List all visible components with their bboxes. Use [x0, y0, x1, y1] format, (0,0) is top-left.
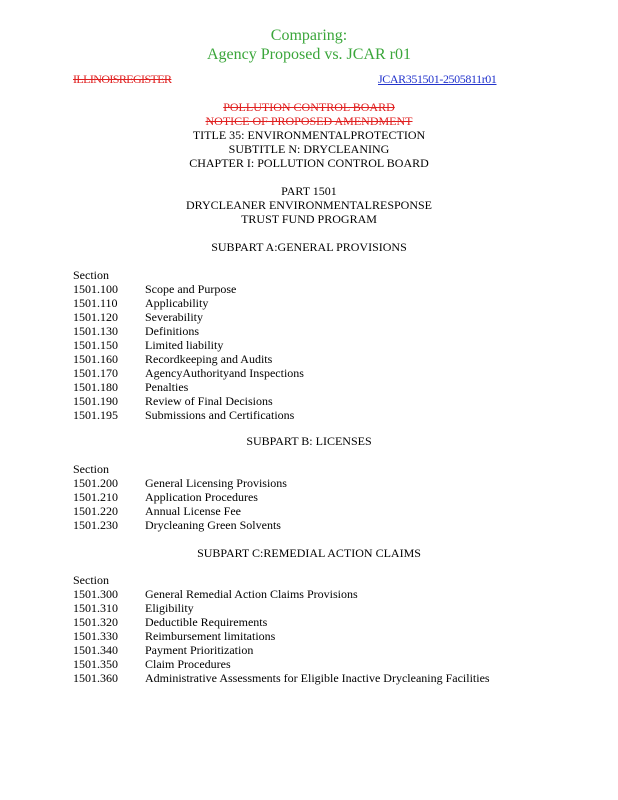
- part-name-line-1: DRYCLEANER ENVIRONMENTALRESPONSE: [185, 198, 433, 212]
- section-title: Penalties: [145, 380, 189, 394]
- section-title: Annual License Fee: [145, 504, 241, 518]
- toc-row: [73, 366, 304, 380]
- part-heading: PART 1501: [281, 184, 337, 198]
- section-number: 1501.180: [73, 380, 118, 394]
- section-title: Severability: [145, 310, 203, 324]
- section-title: Deductible Requirements: [145, 615, 268, 629]
- section-number: 1501.220: [73, 504, 118, 518]
- toc-row: [73, 643, 253, 657]
- section-title: General Licensing Provisions: [145, 476, 287, 490]
- section-number: 1501.300: [73, 587, 118, 601]
- section-title: General Remedial Action Claims Provisions: [145, 587, 358, 601]
- toc-row: [73, 394, 273, 408]
- toc-row: [73, 310, 203, 324]
- section-title: AgencyAuthorityand Inspections: [145, 366, 304, 380]
- section-number: 1501.320: [73, 615, 118, 629]
- toc-row: [73, 615, 267, 629]
- section-title: Eligibility: [145, 601, 194, 615]
- comparison-title-line-1: Comparing:: [270, 27, 348, 44]
- toc-row: [73, 490, 258, 504]
- toc-row: [73, 324, 199, 338]
- section-number: 1501.340: [73, 643, 118, 657]
- section-title: Administrative Assessments for Eligible Inactive Drycleaning Facilities: [145, 671, 490, 685]
- title-heading: TITLE 35: ENVIRONMENTALPROTECTION: [192, 128, 426, 142]
- subpart-b-heading: SUBPART B: LICENSES: [246, 434, 372, 448]
- part-name-line-2: TRUST FUND PROGRAM: [241, 212, 377, 226]
- section-number: 1501.310: [73, 601, 118, 615]
- subtitle-heading: SUBTITLE N: DRYCLEANING: [228, 142, 390, 156]
- section-title: Application Procedures: [145, 490, 258, 504]
- section-number: 1501.130: [73, 324, 118, 338]
- toc-row: [73, 587, 358, 601]
- section-number: 1501.120: [73, 310, 118, 324]
- section-title: Limited liability: [145, 338, 224, 352]
- section-number: 1501.195: [73, 408, 118, 422]
- toc-row: [73, 352, 272, 366]
- section-number: 1501.160: [73, 352, 118, 366]
- section-title: Definitions: [145, 324, 199, 338]
- subpart-a-heading: SUBPART A:GENERAL PROVISIONS: [211, 240, 407, 254]
- section-number: 1501.330: [73, 629, 118, 643]
- register-header-deleted: ILLINOISREGISTER: [73, 72, 172, 86]
- section-title: Applicability: [145, 296, 209, 310]
- toc-row: [73, 518, 281, 532]
- section-number: 1501.100: [73, 282, 118, 296]
- section-number: 1501.170: [73, 366, 118, 380]
- toc-row: [73, 657, 231, 671]
- section-label: Section: [73, 268, 109, 282]
- board-name-deleted: POLLUTION CONTROL BOARD: [223, 100, 395, 114]
- section-number: 1501.150: [73, 338, 118, 352]
- section-title: Scope and Purpose: [145, 282, 237, 296]
- section-number: 1501.110: [73, 296, 118, 310]
- section-title: Review of Final Decisions: [145, 394, 273, 408]
- toc-row: [73, 380, 188, 394]
- section-number: 1501.360: [73, 671, 118, 685]
- comparison-title-line-2: Agency Proposed vs. JCAR r01: [207, 46, 411, 63]
- toc-row: [73, 601, 194, 615]
- toc-row: [73, 338, 223, 352]
- chapter-heading: CHAPTER I: POLLUTION CONTROL BOARD: [189, 156, 429, 170]
- toc-row: [73, 408, 294, 422]
- section-title: Submissions and Certifications: [145, 408, 295, 422]
- toc-row: [73, 671, 490, 685]
- section-title: Recordkeeping and Audits: [145, 352, 273, 366]
- subpart-c-heading: SUBPART C:REMEDIAL ACTION CLAIMS: [197, 546, 421, 560]
- toc-row: [73, 282, 236, 296]
- section-label: Section: [73, 573, 109, 587]
- notice-deleted: NOTICE OF PROPOSED AMENDMENT: [205, 114, 413, 128]
- section-number: 1501.200: [73, 476, 118, 490]
- section-label: Section: [73, 462, 109, 476]
- jcar-reference-link[interactable]: JCAR351501-2505811r01: [378, 72, 497, 86]
- section-title: Payment Prioritization: [145, 643, 254, 657]
- section-number: 1501.350: [73, 657, 118, 671]
- section-title: Claim Procedures: [145, 657, 231, 671]
- toc-row: [73, 504, 241, 518]
- section-number: 1501.230: [73, 518, 118, 532]
- toc-row: [73, 296, 208, 310]
- toc-row: [73, 476, 287, 490]
- section-title: Drycleaning Green Solvents: [145, 518, 281, 532]
- toc-row: [73, 629, 275, 643]
- section-number: 1501.210: [73, 490, 118, 504]
- section-number: 1501.190: [73, 394, 118, 408]
- section-title: Reimbursement limitations: [145, 629, 276, 643]
